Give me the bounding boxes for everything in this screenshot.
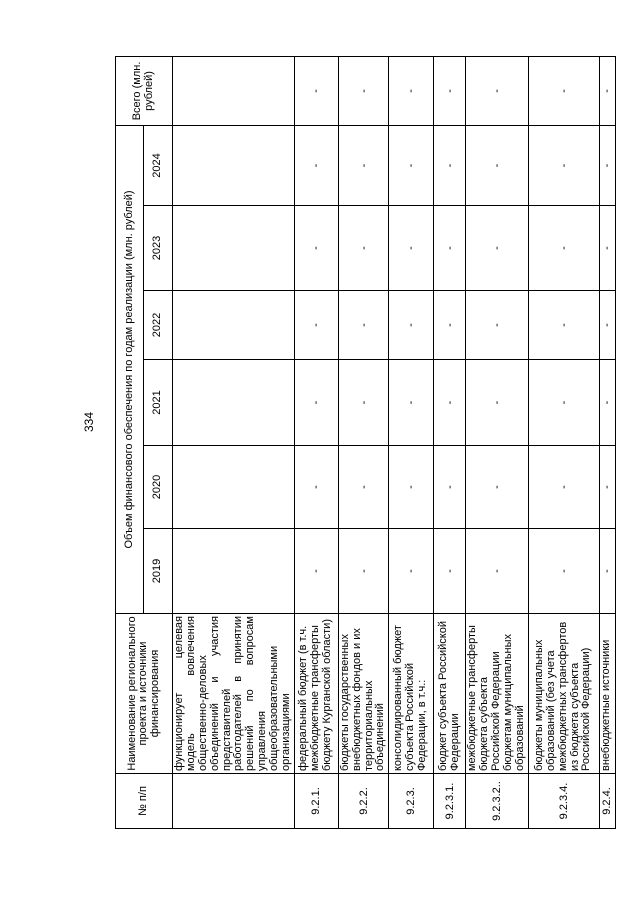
value-cell: - [294,291,338,360]
value-cell: - [389,206,434,291]
total-cell: - [528,56,599,125]
value-cell: - [338,446,389,529]
total-cell: - [466,56,528,125]
header-year: 2023 [144,206,173,291]
value-cell: - [389,529,434,614]
value-cell: - [338,360,389,446]
value-cell [173,360,295,446]
row-number: 9.2.3. [389,774,434,829]
row-number: 9.2.1. [294,774,338,829]
header-year: 2022 [144,291,173,360]
row-name: бюджеты муниципальных образований (без учета межбюджетных трансфертов из бюджета субъекта Российской Федерации) [528,614,599,774]
value-cell: - [338,529,389,614]
value-cell: - [389,291,434,360]
header-total: Всего (млн. рублей) [116,56,173,125]
value-cell: - [466,291,528,360]
value-cell: - [338,291,389,360]
row-number: 9.2.4. [599,774,615,829]
total-cell: - [389,56,434,125]
header-year: 2020 [144,446,173,529]
total-cell: - [338,56,389,125]
total-cell: - [599,56,615,125]
table-row [434,56,466,828]
total-cell: - [434,56,466,125]
value-cell: - [389,446,434,529]
value-cell: - [599,291,615,360]
value-cell: - [528,291,599,360]
table-row [599,56,615,828]
header-row [116,56,144,828]
value-cell: - [466,446,528,529]
row-name: бюджет субъекта Российской Федерации [434,614,466,774]
value-cell: - [599,446,615,529]
row-number [173,774,295,829]
value-cell: - [338,125,389,205]
value-cell [173,125,295,205]
table-row [466,56,528,828]
value-cell: - [466,206,528,291]
value-cell: - [599,529,615,614]
value-cell: - [599,360,615,446]
value-cell [173,529,295,614]
value-cell: - [434,206,466,291]
value-cell: - [294,529,338,614]
value-cell: - [338,206,389,291]
row-name: бюджеты государственных внебюджетных фондов и их территориальных объединений [338,614,389,774]
value-cell: - [434,125,466,205]
value-cell: - [528,360,599,446]
table-row [389,56,434,828]
value-cell: - [528,125,599,205]
page-number: 334 [82,411,96,432]
value-cell: - [528,446,599,529]
value-cell: - [528,206,599,291]
table-row [528,56,599,828]
value-cell: - [599,125,615,205]
financing-table [115,56,616,829]
value-cell: - [389,125,434,205]
value-cell: - [294,206,338,291]
value-cell: - [466,360,528,446]
rotated-table-container [115,57,614,829]
table-row [338,56,389,828]
row-number: 9.2.3.1. [434,774,466,829]
value-cell [173,291,295,360]
row-name: внебюджетные источники [599,614,615,774]
value-cell: - [434,291,466,360]
row-name: федеральный бюджет (в т.ч. межбюджетные трансферты бюджету Курганской области) [294,614,338,774]
value-cell: - [466,125,528,205]
header-name: Наименование регионального проекта и источники финансирования [116,614,173,774]
value-cell: - [434,529,466,614]
value-cell: - [528,529,599,614]
value-cell: - [434,446,466,529]
value-cell: - [389,360,434,446]
total-cell [173,56,295,125]
header-years-group: Объем финансового обеспечения по годам реализации (млн. рублей) [116,125,144,613]
table-row [173,56,295,828]
header-year: 2021 [144,360,173,446]
row-name: межбюджетные трансферты бюджета субъекта Российской Федерации бюджетам муниципальных образований [466,614,528,774]
row-number: 9.2.3.2.. [466,774,528,829]
header-year: 2019 [144,529,173,614]
value-cell: - [294,125,338,205]
value-cell [173,206,295,291]
value-cell: - [294,360,338,446]
value-cell: - [599,206,615,291]
total-cell: - [294,56,338,125]
table-row [294,56,338,828]
row-name: консолидированный бюджет субъекта Российской Федерации, в т.ч.: [389,614,434,774]
row-number: 9.2.3.4. [528,774,599,829]
value-cell: - [434,360,466,446]
header-year: 2024 [144,125,173,205]
value-cell [173,446,295,529]
row-name: функционирует целевая модель вовлечения общественно-деловых объединений и участия представителей работодателей в принятии решений по вопросам управления общеобразовательными организациями [173,614,295,774]
value-cell: - [466,529,528,614]
value-cell: - [294,446,338,529]
header-num: № п/п [116,774,173,829]
row-number: 9.2.2. [338,774,389,829]
